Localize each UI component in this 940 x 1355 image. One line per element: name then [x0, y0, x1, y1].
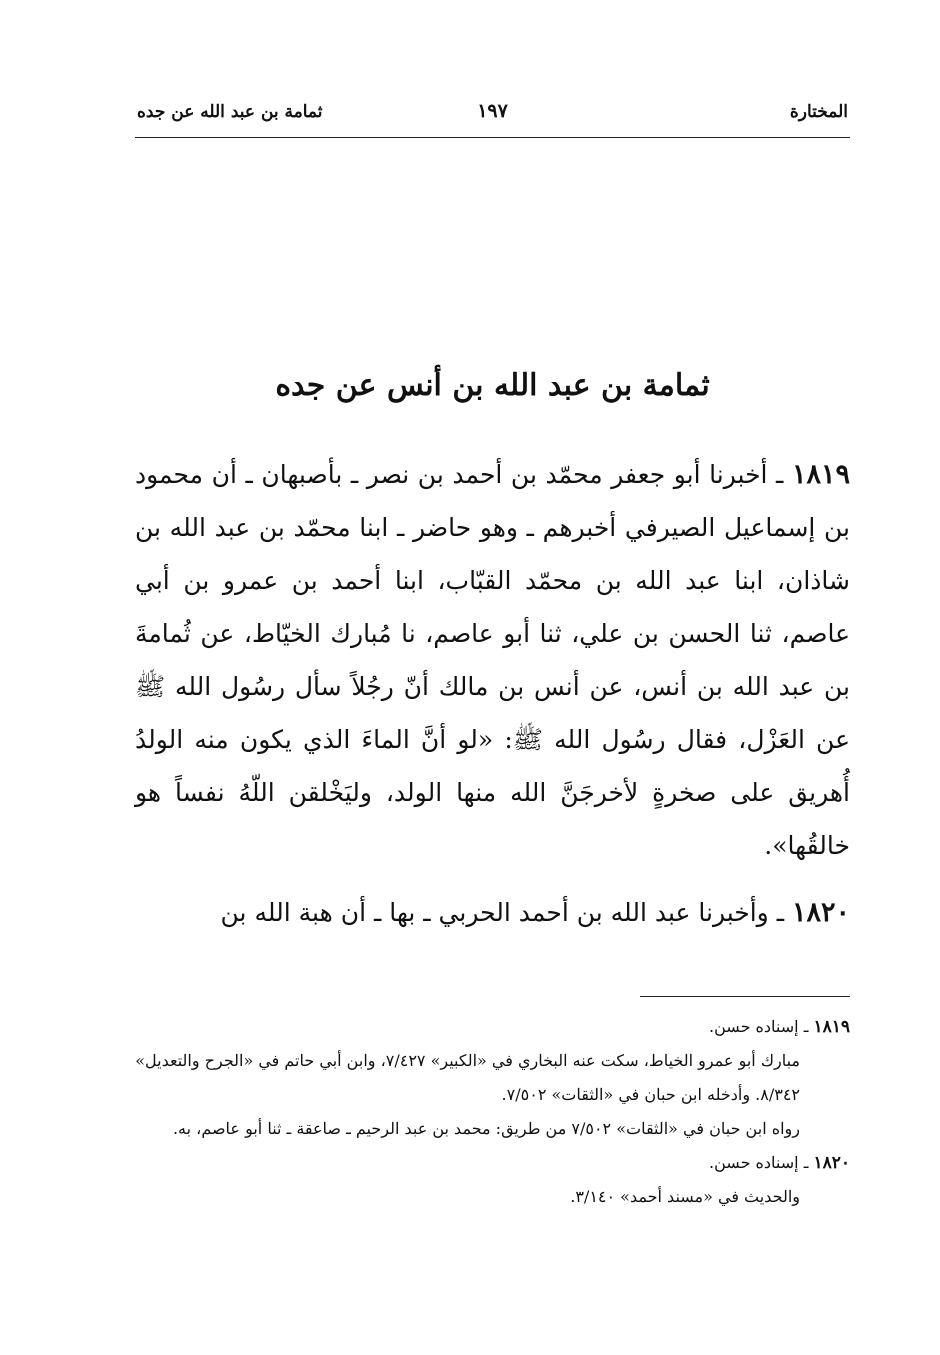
hadith-number: ١٨٢٠: [791, 897, 850, 928]
page-number: ١٩٧: [477, 100, 508, 122]
hadith-text: ـ وأخبرنا عبد الله بن أحمد الحربي ـ بها ـ أن هبة الله بن: [220, 898, 792, 927]
body-text: [135, 448, 850, 939]
hadith-number: ١٨١٩: [791, 459, 850, 490]
footnotes: [135, 1010, 850, 1214]
footnote: [135, 1112, 850, 1146]
footnote-number: ١٨١٩: [813, 1017, 850, 1037]
chapter-title: ثمامة بن عبد الله عن جده: [137, 102, 323, 122]
footnote-text: مبارك أبو عمرو الخياط، سكت عنه البخاري في «الكبير» ٧/٤٢٧، وابن أبي حاتم في «الجرح والتعديل» ٨/٣٤٢. وأدخله ابن حبان في «الثقات» ٧/٥٠٢.: [135, 1051, 800, 1104]
footnote-text: والحديث في «مسند أحمد» ٣/١٤٠.: [570, 1187, 800, 1206]
header-rule: [135, 137, 850, 138]
footnote: [135, 1180, 850, 1214]
running-header: [135, 94, 850, 134]
footnote-rule: [640, 996, 850, 997]
footnote-number: ١٨٢٠: [813, 1153, 850, 1173]
footnote: [135, 1044, 850, 1112]
footnote-text: رواه ابن حبان في «الثقات» ٧/٥٠٢ من طريق: محمد بن عبد الرحيم ـ صاعقة ـ ثنا أبو عاصم، به.: [172, 1119, 800, 1138]
hadith-paragraph: [135, 886, 850, 939]
hadith-text: ـ أخبرنا أبو جعفر محمّد بن أحمد بن نصر ـ بأصبهان ـ أن محمود بن إسماعيل الصيرفي أخبرهم ـ وهو حاضر ـ ابنا محمّد بن عبد الله بن شاذان، ابنا عبد الله بن محمّد القبّاب، ابنا أحمد بن عمرو بن أبي عاصم، ثنا الحسن بن علي، ثنا أبو عاصم، نا مُبارك الخيّاط، عن ثُمامةَ بن عبد الله بن أنس، عن أنس بن مالك أنّ رجُلاً سأل رسُول الله ﷺ عن العَزْل، فقال رسُول الله ﷺ: «لو أنَّ الماءَ الذي يكون منه الولدُ أُهريق على صخرةٍ لأخرجَنَّ الله منها الولد، وليَخْلقن اللّهُ نفساً هو خالقُها».: [135, 460, 850, 860]
footnote: [135, 1146, 850, 1180]
section-heading: ثمامة بن عبد الله بن أنس عن جده: [275, 368, 710, 403]
hadith-paragraph: [135, 448, 850, 872]
footnote: [135, 1010, 850, 1044]
footnote-text: ـ إسناده حسن.: [709, 1153, 814, 1172]
book-title: المختارة: [789, 102, 848, 122]
footnote-text: ـ إسناده حسن.: [709, 1017, 814, 1036]
